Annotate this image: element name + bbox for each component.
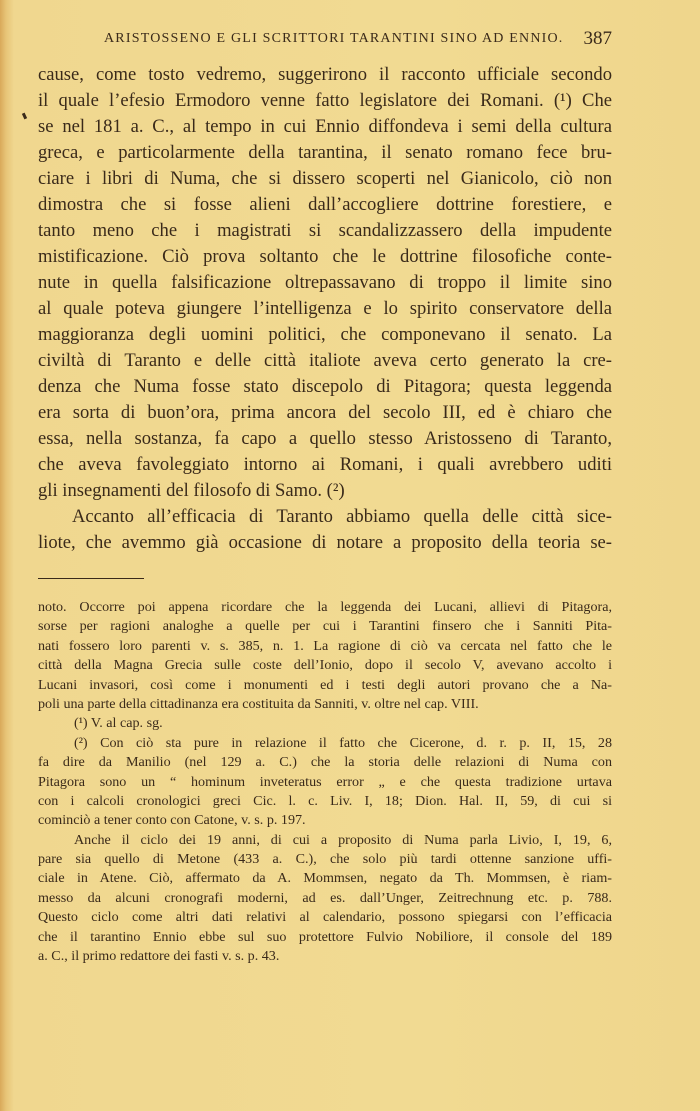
margin-mark <box>22 113 27 120</box>
text-line: il quale l’efesio Ermodoro venne fatto legislatore dei Romani. (¹) Che <box>38 90 612 111</box>
text-line: tanto meno che i magistrati si scandalizzassero della impudente <box>38 220 612 241</box>
footnote-line: a. C., il primo redattore dei fasti v. s. p. 43. <box>38 948 280 965</box>
text-line: Accanto all’efficacia di Taranto abbiamo quella delle città sice- <box>72 506 612 527</box>
text-line: al quale poteva giungere l’intelligenza e lo spirito conservatore della <box>38 298 612 319</box>
running-title: ARISTOSSENO E GLI SCRITTORI TARANTINI SINO AD ENNIO. <box>104 31 564 46</box>
footnote-line: Questo ciclo come altri dati relativi al calendario, possono spiegarsi con l’efficacia <box>38 909 612 926</box>
text-line: civiltà di Taranto e delle città italiote aveva certo generato la cre- <box>38 350 612 371</box>
text-line: ciare i libri di Numa, che si dissero scoperti nel Gianicolo, ciò non <box>38 168 612 189</box>
page-header <box>104 28 624 52</box>
footnote-line: poli una parte della cittadinanza era costituita da Sanniti, v. oltre nel cap. VIII. <box>38 695 479 712</box>
footnote-line: cominciò a tener conto con Catone, v. s. p. 197. <box>38 812 306 829</box>
footnotes <box>38 598 612 966</box>
text-line: gli insegnamenti del filosofo di Samo. (²) <box>38 480 345 501</box>
text-line: era sorta di buon’ora, prima ancora del secolo III, ed è chiaro che <box>38 402 612 423</box>
main-text <box>38 62 612 556</box>
footnote-line: che il tarantino Ennio ebbe sul suo protettore Fulvio Nobiliore, il console del 189 <box>38 928 612 945</box>
footnote-2: (²) Con ciò sta pure in relazione il fatto che Cicerone, d. r. p. II, 15, 28 <box>74 734 612 751</box>
footnote-line: fa dire da Manilio (nel 129 a. C.) che la storia delle relazioni di Numa con <box>38 754 612 771</box>
text-line: denza che Numa fosse stato discepolo di Pitagora; questa leggenda <box>38 376 612 397</box>
text-line: maggioranza degli uomini politici, che componevano il senato. La <box>38 324 612 345</box>
text-line: mistificazione. Ciò prova soltanto che le dottrine filosofiche conte- <box>38 246 612 267</box>
footnote-line: con i calcoli cronologici greci Cic. l. c. Liv. I, 18; Dion. Hal. II, 59, di cui si <box>38 792 612 809</box>
footnote-line: ciale in Atene. Ciò, affermato da A. Mommsen, negato da Th. Mommsen, è riam- <box>38 870 612 887</box>
text-line: se nel 181 a. C., al tempo in cui Ennio diffondeva i semi della cultura <box>38 116 612 137</box>
footnote-line: Anche il ciclo dei 19 anni, di cui a proposito di Numa parla Livio, I, 19, 6, <box>74 831 612 848</box>
text-line: cause, come tosto vedremo, suggerirono il racconto ufficiale secondo <box>38 64 612 85</box>
text-line: che aveva favoleggiato intorno ai Romani, i quali avrebbero uditi <box>38 454 612 475</box>
footnote-rule <box>38 578 144 579</box>
footnote-line: nati fossero loro parenti v. s. 385, n. 1. La ragione di ciò va cercata nel fatto che le <box>38 637 612 654</box>
footnote-line: pare sia quello di Metone (433 a. C.), che solo più tardi ottenne sanzione uffi- <box>38 851 612 868</box>
footnote-line: Lucani invasori, così come i monumenti ed i testi degli autori provano che a Na- <box>38 676 612 693</box>
page-number: 387 <box>583 28 612 49</box>
footnote-line: messo da alcuni cronografi moderni, ad es. dall’Unger, Zeitrechnung etc. p. 788. <box>38 889 612 906</box>
footnote-1: (¹) V. al cap. sg. <box>74 715 163 732</box>
footnote-line: Pitagora sono un “ hominum inveteratus error „ e che questa tradizione urtava <box>38 773 612 790</box>
text-line: liote, che avemmo già occasione di notare a proposito della teoria se- <box>38 532 612 553</box>
footnote-line: noto. Occorre poi appena ricordare che la leggenda dei Lucani, allievi di Pitagora, <box>38 599 612 615</box>
text-line: greca, e particolarmente della tarantina, il senato romano fece bru- <box>38 142 612 163</box>
footnote-line: sorse per ragioni analoghe a quelle per cui i Tarantini finsero che i Sanniti Pita- <box>38 618 612 635</box>
text-line: dimostra che si fosse alieni dall’accogliere dottrine forestiere, e <box>38 194 612 215</box>
text-line: essa, nella sostanza, fa capo a quello stesso Aristosseno di Taranto, <box>38 428 612 449</box>
text-line: nute in quella falsificazione oltrepassavano di troppo il limite sino <box>38 272 612 293</box>
footnote-line: città della Magna Grecia sulle coste dell’Ionio, dopo il secolo V, avevano accolto i <box>38 657 612 674</box>
